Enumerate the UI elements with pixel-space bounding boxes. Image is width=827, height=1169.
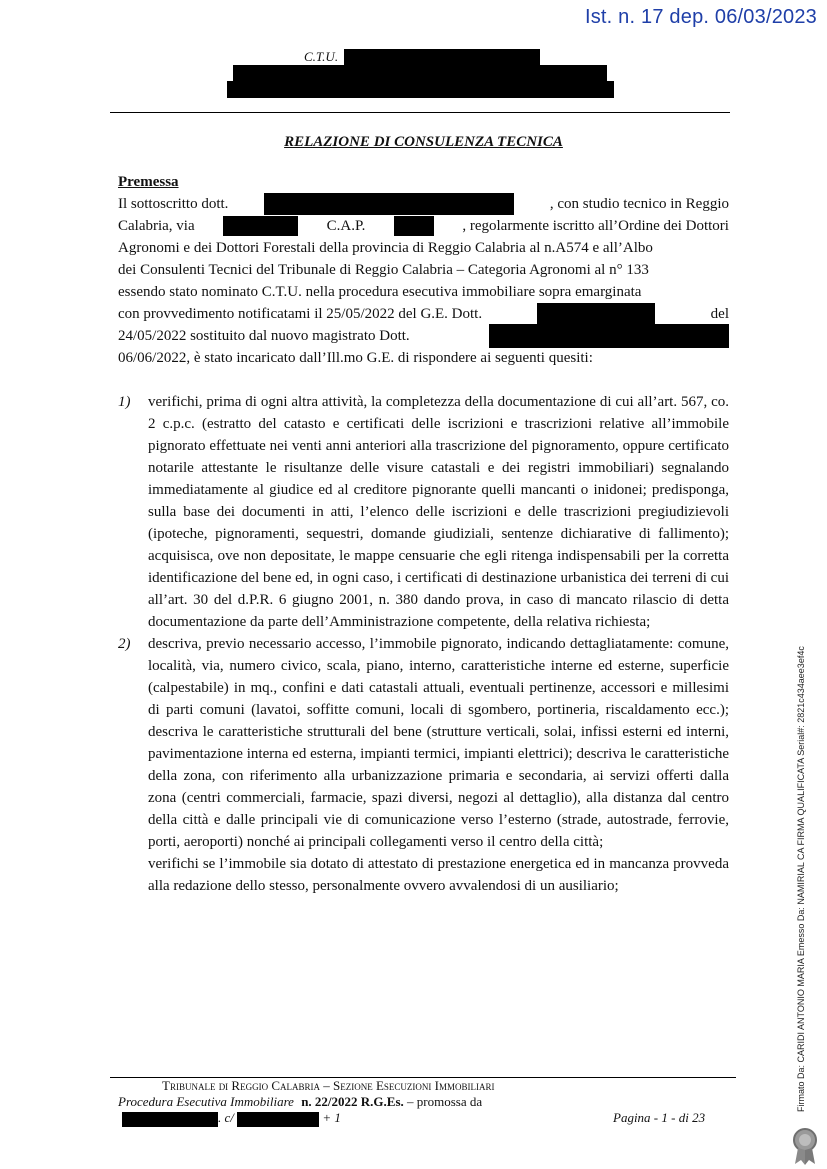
- premessa-line-2: [118, 215, 729, 237]
- text: Il sottoscritto dott.: [118, 196, 229, 212]
- premessa-heading: Premessa: [118, 174, 179, 190]
- premessa-section: [118, 171, 729, 369]
- quesito-text: verifichi, prima di ogni altra attività, la completezza della documentazione di cui all’art. 567, co. 2 c.p.c. (estratto del catasto e certificati delle iscrizioni e trascrizioni relative all’immobile pignorato effettuate nei venti anni anteriori alla trascrizione del pignoramento, oppure certificato notarile attestante le risultanze delle visure catastali e dei registri immobiliari) segnalando immediatamente al giudice ed al creditore pignorante quelli mancanti o inidonei; predisponga, sulla base dei documenti in atti, l’elenco delle iscrizioni e delle trascrizioni pregiudizievoli (ipoteche, pignoramenti, sequestri, domande giudiziali, sentenze dichiarative di fallimento); acquisisca, ove non depositate, le mappe censuarie che egli ritenga indispensabili per la corretta identificazione del bene ed, in ogni caso, i certificati di destinazione urbanistica dei terreni di cui all’art. 30 del d.P.R. 6 giugno 2001, n. 380 dando prova, in caso di mancato rilascio di detta documentazione da parte dell’Amministrazione competente, della relativa richiesta;: [148, 394, 729, 630]
- redaction-header-line2: [233, 65, 607, 82]
- text: 24/05/2022 sostituito dal nuovo magistrato Dott.: [118, 328, 410, 344]
- footer-procedure: [118, 1094, 482, 1110]
- text: , regolarmente iscritto all’Ordine dei Dottori: [462, 218, 729, 234]
- premessa-line-1: [118, 193, 729, 215]
- signature-seal-icon: [790, 1126, 820, 1166]
- ctu-label: C.T.U.: [304, 49, 339, 64]
- footer-parties: [122, 1110, 341, 1127]
- premessa-line-8: 06/06/2022, è stato incaricato dall’Ill.mo G.E. di rispondere ai seguenti quesiti:: [118, 350, 593, 366]
- quesito-number: 2): [118, 636, 131, 652]
- document-title: RELAZIONE DI CONSULENZA TECNICA: [284, 134, 563, 150]
- footer-court: Tribunale di Reggio Calabria – Sezione Esecuzioni Immobiliari: [162, 1078, 495, 1093]
- text: Calabria, via: [118, 218, 195, 234]
- redaction-judge: [537, 303, 655, 325]
- premessa-line-6: [118, 303, 729, 325]
- redaction-street: [223, 216, 298, 236]
- text: del: [710, 306, 729, 322]
- quesito-2-continued: [118, 853, 729, 897]
- quesito-text: descriva, previo necessario accesso, l’immobile pignorato, indicando dettagliatamente: comune, località, via, numero civico, scala, piano, interno, caratteristiche interne ed esterne, superficie (calpestabile) in mq., confini e dati catastali attuali, eventuali pertinenze, accessori e millesimi di parti comuni (lavatoi, soffitte comuni, locali di sgombero, portineria, riscaldamento ecc.); descriva le caratteristiche strutturali del bene (strutture verticali, solai, infissi esterni ed interni, pavimentazione interna ed esterna, impianti termici, impianti elettrici); descriva le caratteristiche della zona, con riferimento alla urbanizzazione primaria e secondaria, ai servizi offerti dalla zona (centri commerciali, farmacie, spazi diversi, negozi al dettaglio), alla distanza dal centro della città e dalle principali vie di comunicazione verso l’esterno (strade, autostrade, ferrovie, porti, aeroporti) nonché ai principali collegamenti verso il centro della città;: [148, 636, 729, 850]
- text: . c/: [218, 1110, 234, 1125]
- quesito-number: 1): [118, 394, 131, 410]
- quesito-2: [118, 633, 729, 853]
- signature-note: Firmato Da: CARIDI ANTONIO MARIA Emesso Da: NAMIRIAL CA FIRMA QUALIFICATA Serial#: 2821c434aee3ef4c: [796, 646, 806, 1112]
- premessa-line-7: [118, 325, 729, 347]
- text: – promossa da: [407, 1094, 483, 1109]
- text: C.A.P.: [326, 218, 366, 234]
- redaction-new-judge: [489, 324, 729, 348]
- quesito-text: verifichi se l’immobile sia dotato di attestato di prestazione energetica ed in mancanza provveda alla redazione dello stesso, personalmente ovvero avvalendosi di un ausiliario;: [148, 856, 729, 894]
- ctu-header: [304, 48, 540, 66]
- redaction-cap: [394, 216, 434, 236]
- text: dei Consulenti Tecnici del Tribunale di Reggio Calabria – Categoria Agronomi al n° 133: [118, 262, 649, 278]
- text: Agronomi e dei Dottori Forestali della provincia di Reggio Calabria al n.A574 e all’Albo: [118, 240, 653, 256]
- redaction-ctu-name: [344, 49, 540, 66]
- text: + 1: [322, 1110, 341, 1125]
- premessa-line-3: [118, 237, 729, 259]
- text: n. 22/2022 R.G.Es.: [301, 1094, 404, 1109]
- text: con provvedimento notificatami il 25/05/2022 del G.E. Dott.: [118, 306, 483, 322]
- redaction-name: [264, 193, 514, 215]
- text: essendo stato nominato C.T.U. nella procedura esecutiva immobiliare sopra emarginata: [118, 284, 642, 300]
- text: , con studio tecnico in Reggio: [549, 196, 729, 212]
- quesiti-list: [118, 391, 729, 897]
- premessa-line-4: [118, 259, 729, 281]
- page-number: Pagina - 1 - di 23: [613, 1110, 706, 1125]
- premessa-line-5: [118, 281, 729, 303]
- header-rule: [110, 112, 730, 113]
- text: Procedura Esecutiva Immobiliare: [118, 1094, 294, 1109]
- deposit-stamp: Ist. n. 17 dep. 06/03/2023: [584, 6, 817, 28]
- quesito-1: [118, 391, 729, 633]
- redaction-creditor: [122, 1112, 218, 1127]
- redaction-header-line3: [227, 81, 614, 98]
- redaction-debtor: [237, 1112, 319, 1127]
